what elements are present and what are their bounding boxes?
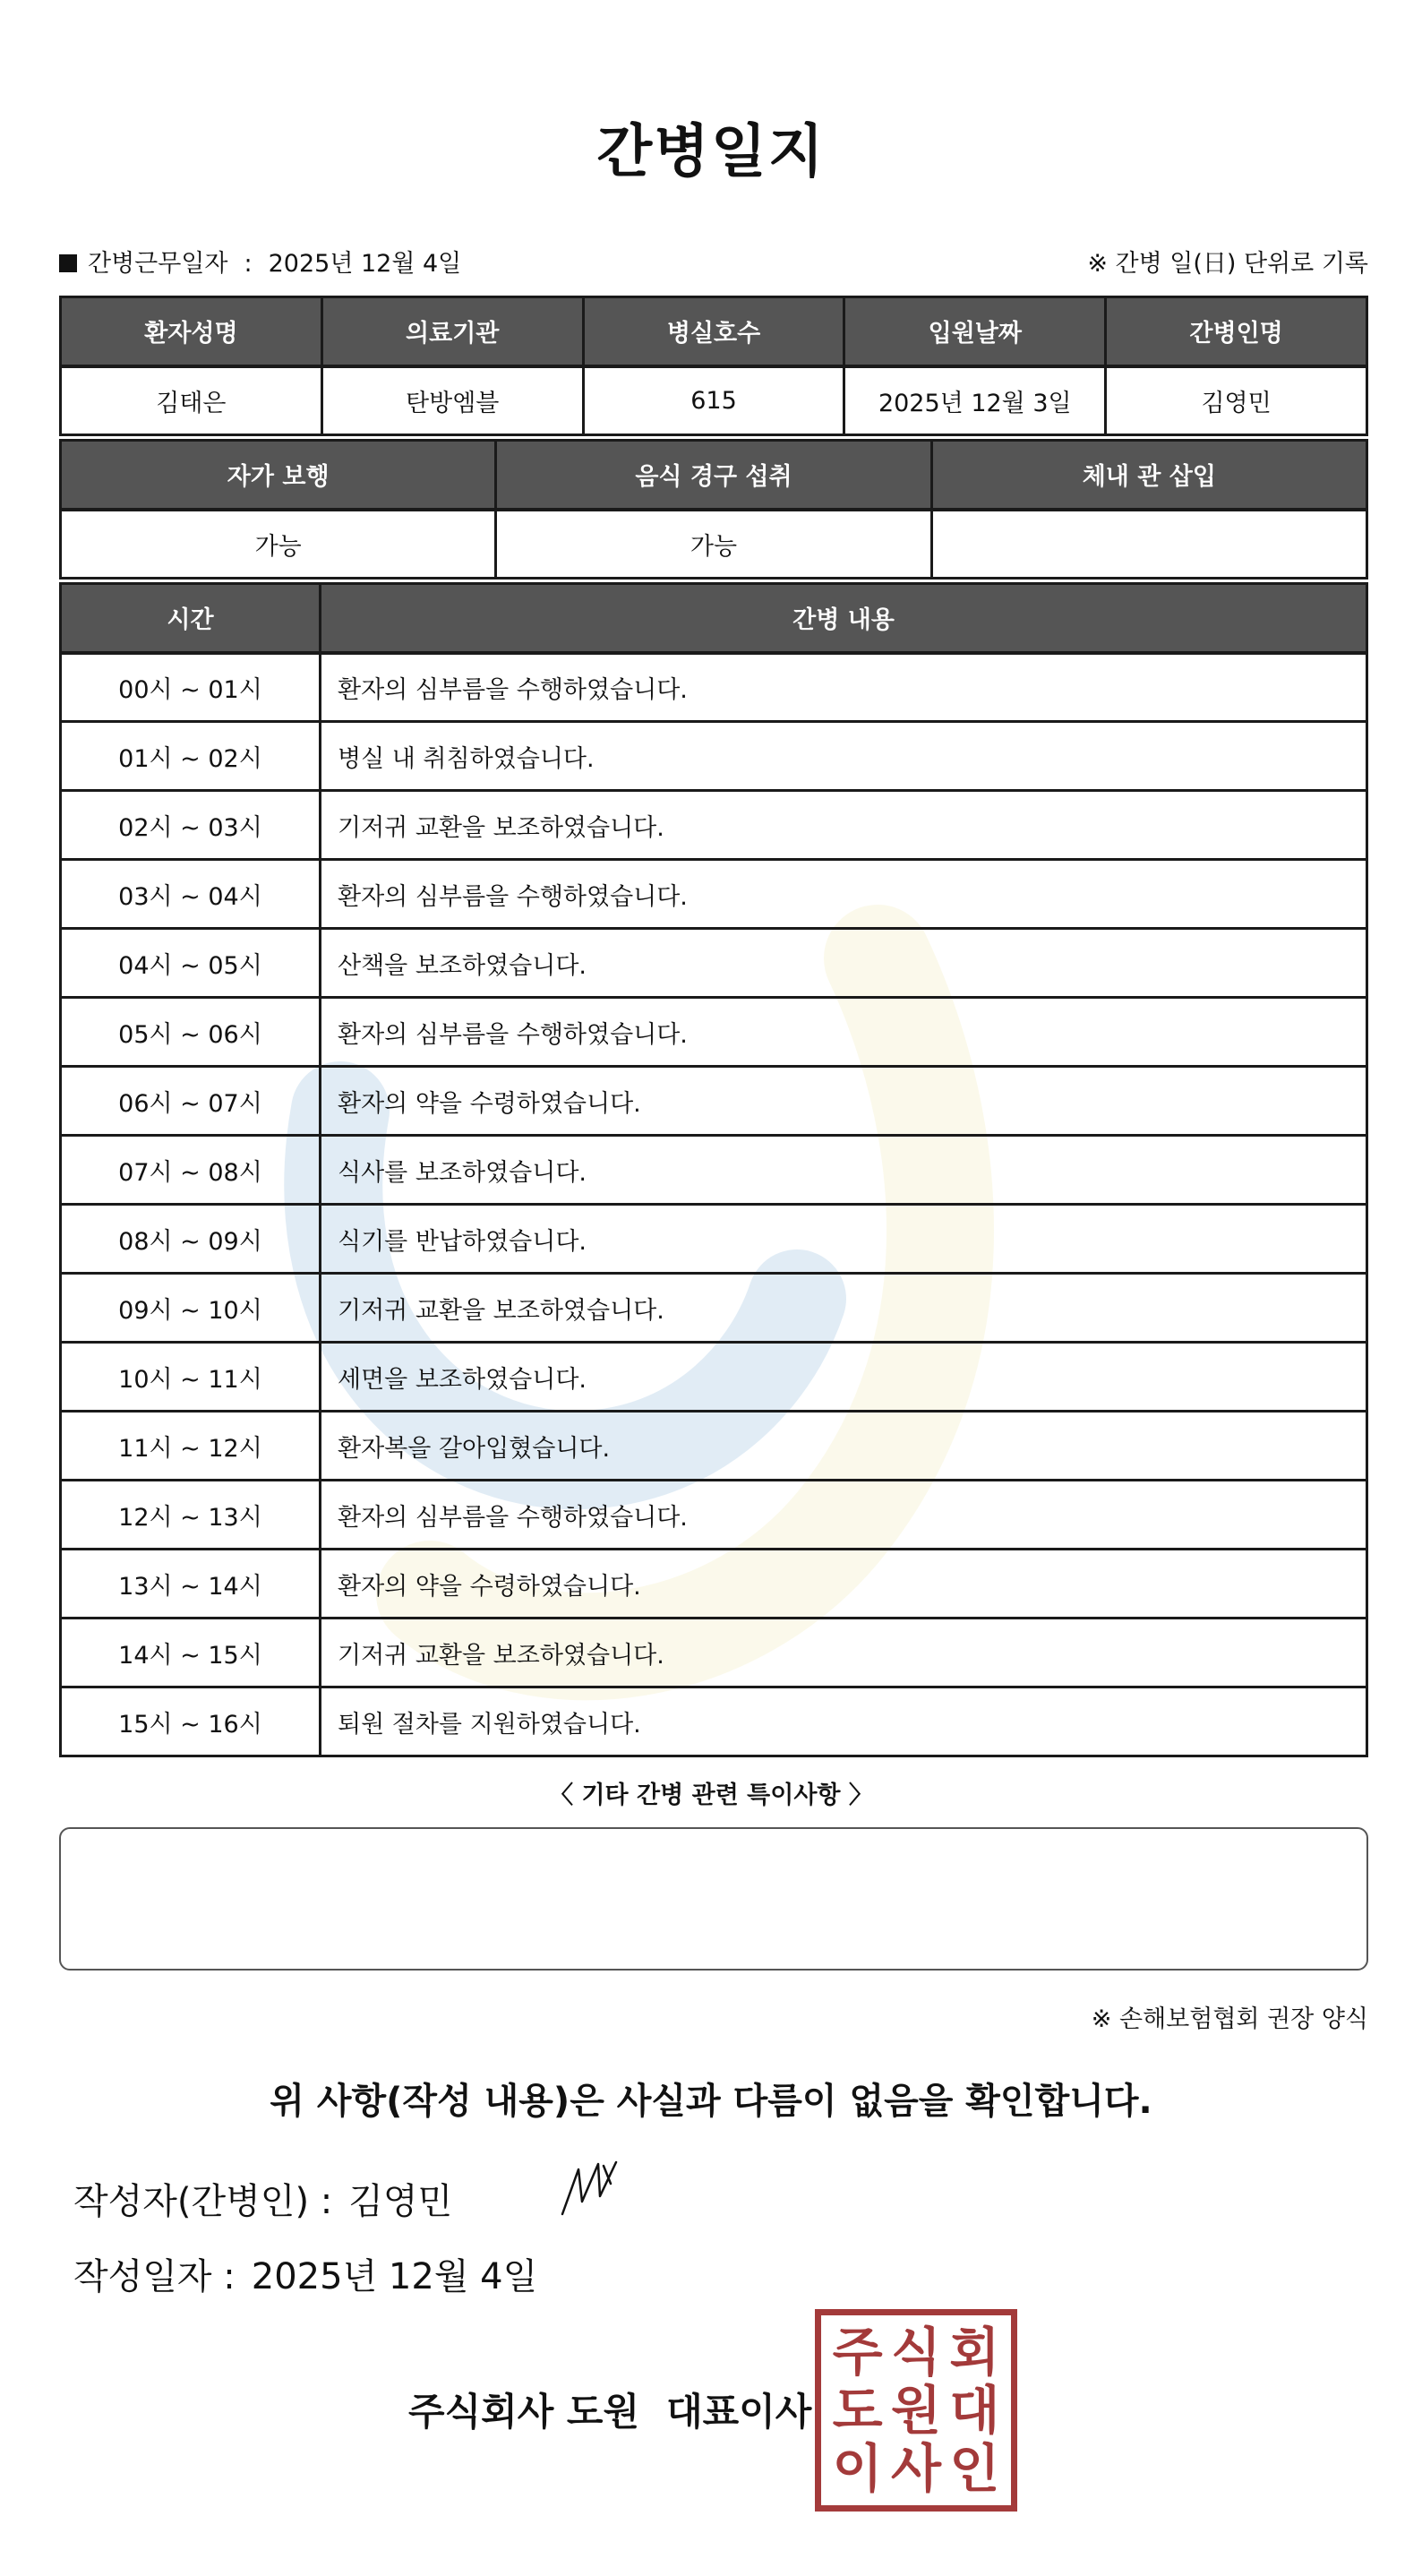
seal-char: 이 [832,2438,883,2500]
cell-content: 환자의 약을 수령하였습니다. [321,1067,1367,1136]
seal-char: 인 [949,2438,1000,2500]
header-admission-date: 입원날짜 [844,297,1106,366]
company-name: 주식회사 도원 [408,2390,640,2434]
cell-time: 04시 ~ 05시 [61,929,321,998]
seal-char: 사 [890,2438,941,2500]
seal-char: 도 [832,2379,883,2441]
cell-content: 환자의 심부름을 수행하였습니다. [321,860,1367,929]
cell-oral-intake: 가능 [496,510,931,579]
write-date-label: 작성일자 : [73,2256,236,2297]
writer-name: 김영민 [348,2181,453,2222]
cell-caregiver-name: 김영민 [1106,366,1367,435]
cell-content: 병실 내 취침하였습니다. [321,722,1367,791]
seal-char: 식 [890,2321,941,2383]
table-row [61,860,1367,929]
header-tube-insertion: 체내 관 삽입 [931,441,1366,510]
meta-row [59,244,1368,283]
cell-time: 07시 ~ 08시 [61,1136,321,1205]
confirmation-statement: 위 사항(작성 내용)은 사실과 다름이 없음을 확인합니다. [270,2081,1152,2122]
cell-time: 13시 ~ 14시 [61,1550,321,1619]
work-date [59,244,461,279]
cell-tube-insertion [931,510,1366,579]
notes-heading: 〈 기타 간병 관련 특이사항 〉 [549,1782,873,1809]
cell-content: 식사를 보조하였습니다. [321,1136,1367,1205]
header-caregiver-name: 간병인명 [1106,297,1367,366]
table-row [61,998,1367,1067]
header-oral-intake: 음식 경구 섭취 [496,441,931,510]
table-row [61,1067,1367,1136]
table-row [61,1343,1367,1412]
cell-content: 식기를 반납하였습니다. [321,1205,1367,1274]
writer-line [73,2173,452,2224]
table-row [61,1550,1367,1619]
work-date-separator: : [244,250,253,278]
cell-time: 02시 ~ 03시 [61,791,321,860]
table-row [61,1136,1367,1205]
header-patient-name: 환자성명 [61,297,322,366]
cell-content: 환자의 심부름을 수행하였습니다. [321,998,1367,1067]
cell-content: 환자의 약을 수령하였습니다. [321,1550,1367,1619]
table-row [61,1412,1367,1481]
cell-time: 06시 ~ 07시 [61,1067,321,1136]
write-date-value: 2025년 12월 4일 [251,2256,538,2297]
page-title: 간병일지 [596,119,826,185]
square-bullet-icon [59,254,77,272]
form-note: ※ 손해보험협회 권장 양식 [1091,2005,1368,2033]
seal-char: 주 [832,2321,883,2383]
cell-time: 09시 ~ 10시 [61,1274,321,1343]
header-hospital: 의료기관 [321,297,583,366]
status-table [59,439,1368,580]
table-row [61,1205,1367,1274]
header-self-walking: 자가 보행 [61,441,496,510]
cell-time: 10시 ~ 11시 [61,1343,321,1412]
table-row [61,1619,1367,1687]
care-log-table [59,582,1368,1757]
cell-time: 03시 ~ 04시 [61,860,321,929]
cell-time: 12시 ~ 13시 [61,1481,321,1550]
seal-char: 회 [949,2321,1000,2383]
table-row [61,791,1367,860]
header-care-content: 간병 내용 [321,584,1367,653]
work-date-label: 간병근무일자 [88,250,228,278]
cell-content: 환자의 심부름을 수행하였습니다. [321,653,1367,722]
cell-time: 14시 ~ 15시 [61,1619,321,1687]
cell-content: 기저귀 교환을 보조하였습니다. [321,1619,1367,1687]
cell-content: 세면을 보조하였습니다. [321,1343,1367,1412]
cell-content: 환자의 심부름을 수행하였습니다. [321,1481,1367,1550]
table-row [61,722,1367,791]
cell-content: 환자복을 갈아입혔습니다. [321,1412,1367,1481]
write-date-line [73,2248,537,2299]
seal-char: 대 [949,2379,1000,2441]
cell-hospital: 탄방엠블 [321,366,583,435]
cell-admission-date: 2025년 12월 3일 [844,366,1106,435]
writer-label: 작성자(간병인) : [73,2181,333,2222]
cell-content: 산책을 보조하였습니다. [321,929,1367,998]
cell-time: 01시 ~ 02시 [61,722,321,791]
cell-content: 퇴원 절차를 지원하였습니다. [321,1687,1367,1756]
cell-time: 05시 ~ 06시 [61,998,321,1067]
company-title: 대표이사 [666,2390,812,2434]
cell-time: 11시 ~ 12시 [61,1412,321,1481]
table-row [61,1687,1367,1756]
cell-content: 기저귀 교환을 보조하였습니다. [321,791,1367,860]
seal-char: 원 [890,2379,941,2441]
unit-note: ※ 간병 일(日) 단위로 기록 [1087,250,1368,278]
cell-time: 15시 ~ 16시 [61,1687,321,1756]
cell-patient-name: 김태은 [61,366,322,435]
table-row [61,1274,1367,1343]
signature-mark [557,2157,629,2220]
notes-box [59,1827,1368,1971]
patient-table [59,296,1368,436]
work-date-value: 2025년 12월 4일 [268,250,462,278]
cell-time: 00시 ~ 01시 [61,653,321,722]
table-row [61,1481,1367,1550]
company-signature-line [408,2383,811,2436]
company-seal-stamp [815,2309,1017,2512]
header-room: 병실호수 [583,297,844,366]
cell-content: 기저귀 교환을 보조하였습니다. [321,1274,1367,1343]
cell-room: 615 [583,366,844,435]
table-row [61,653,1367,722]
cell-time: 08시 ~ 09시 [61,1205,321,1274]
table-row [61,929,1367,998]
header-time: 시간 [61,584,321,653]
cell-self-walking: 가능 [61,510,496,579]
